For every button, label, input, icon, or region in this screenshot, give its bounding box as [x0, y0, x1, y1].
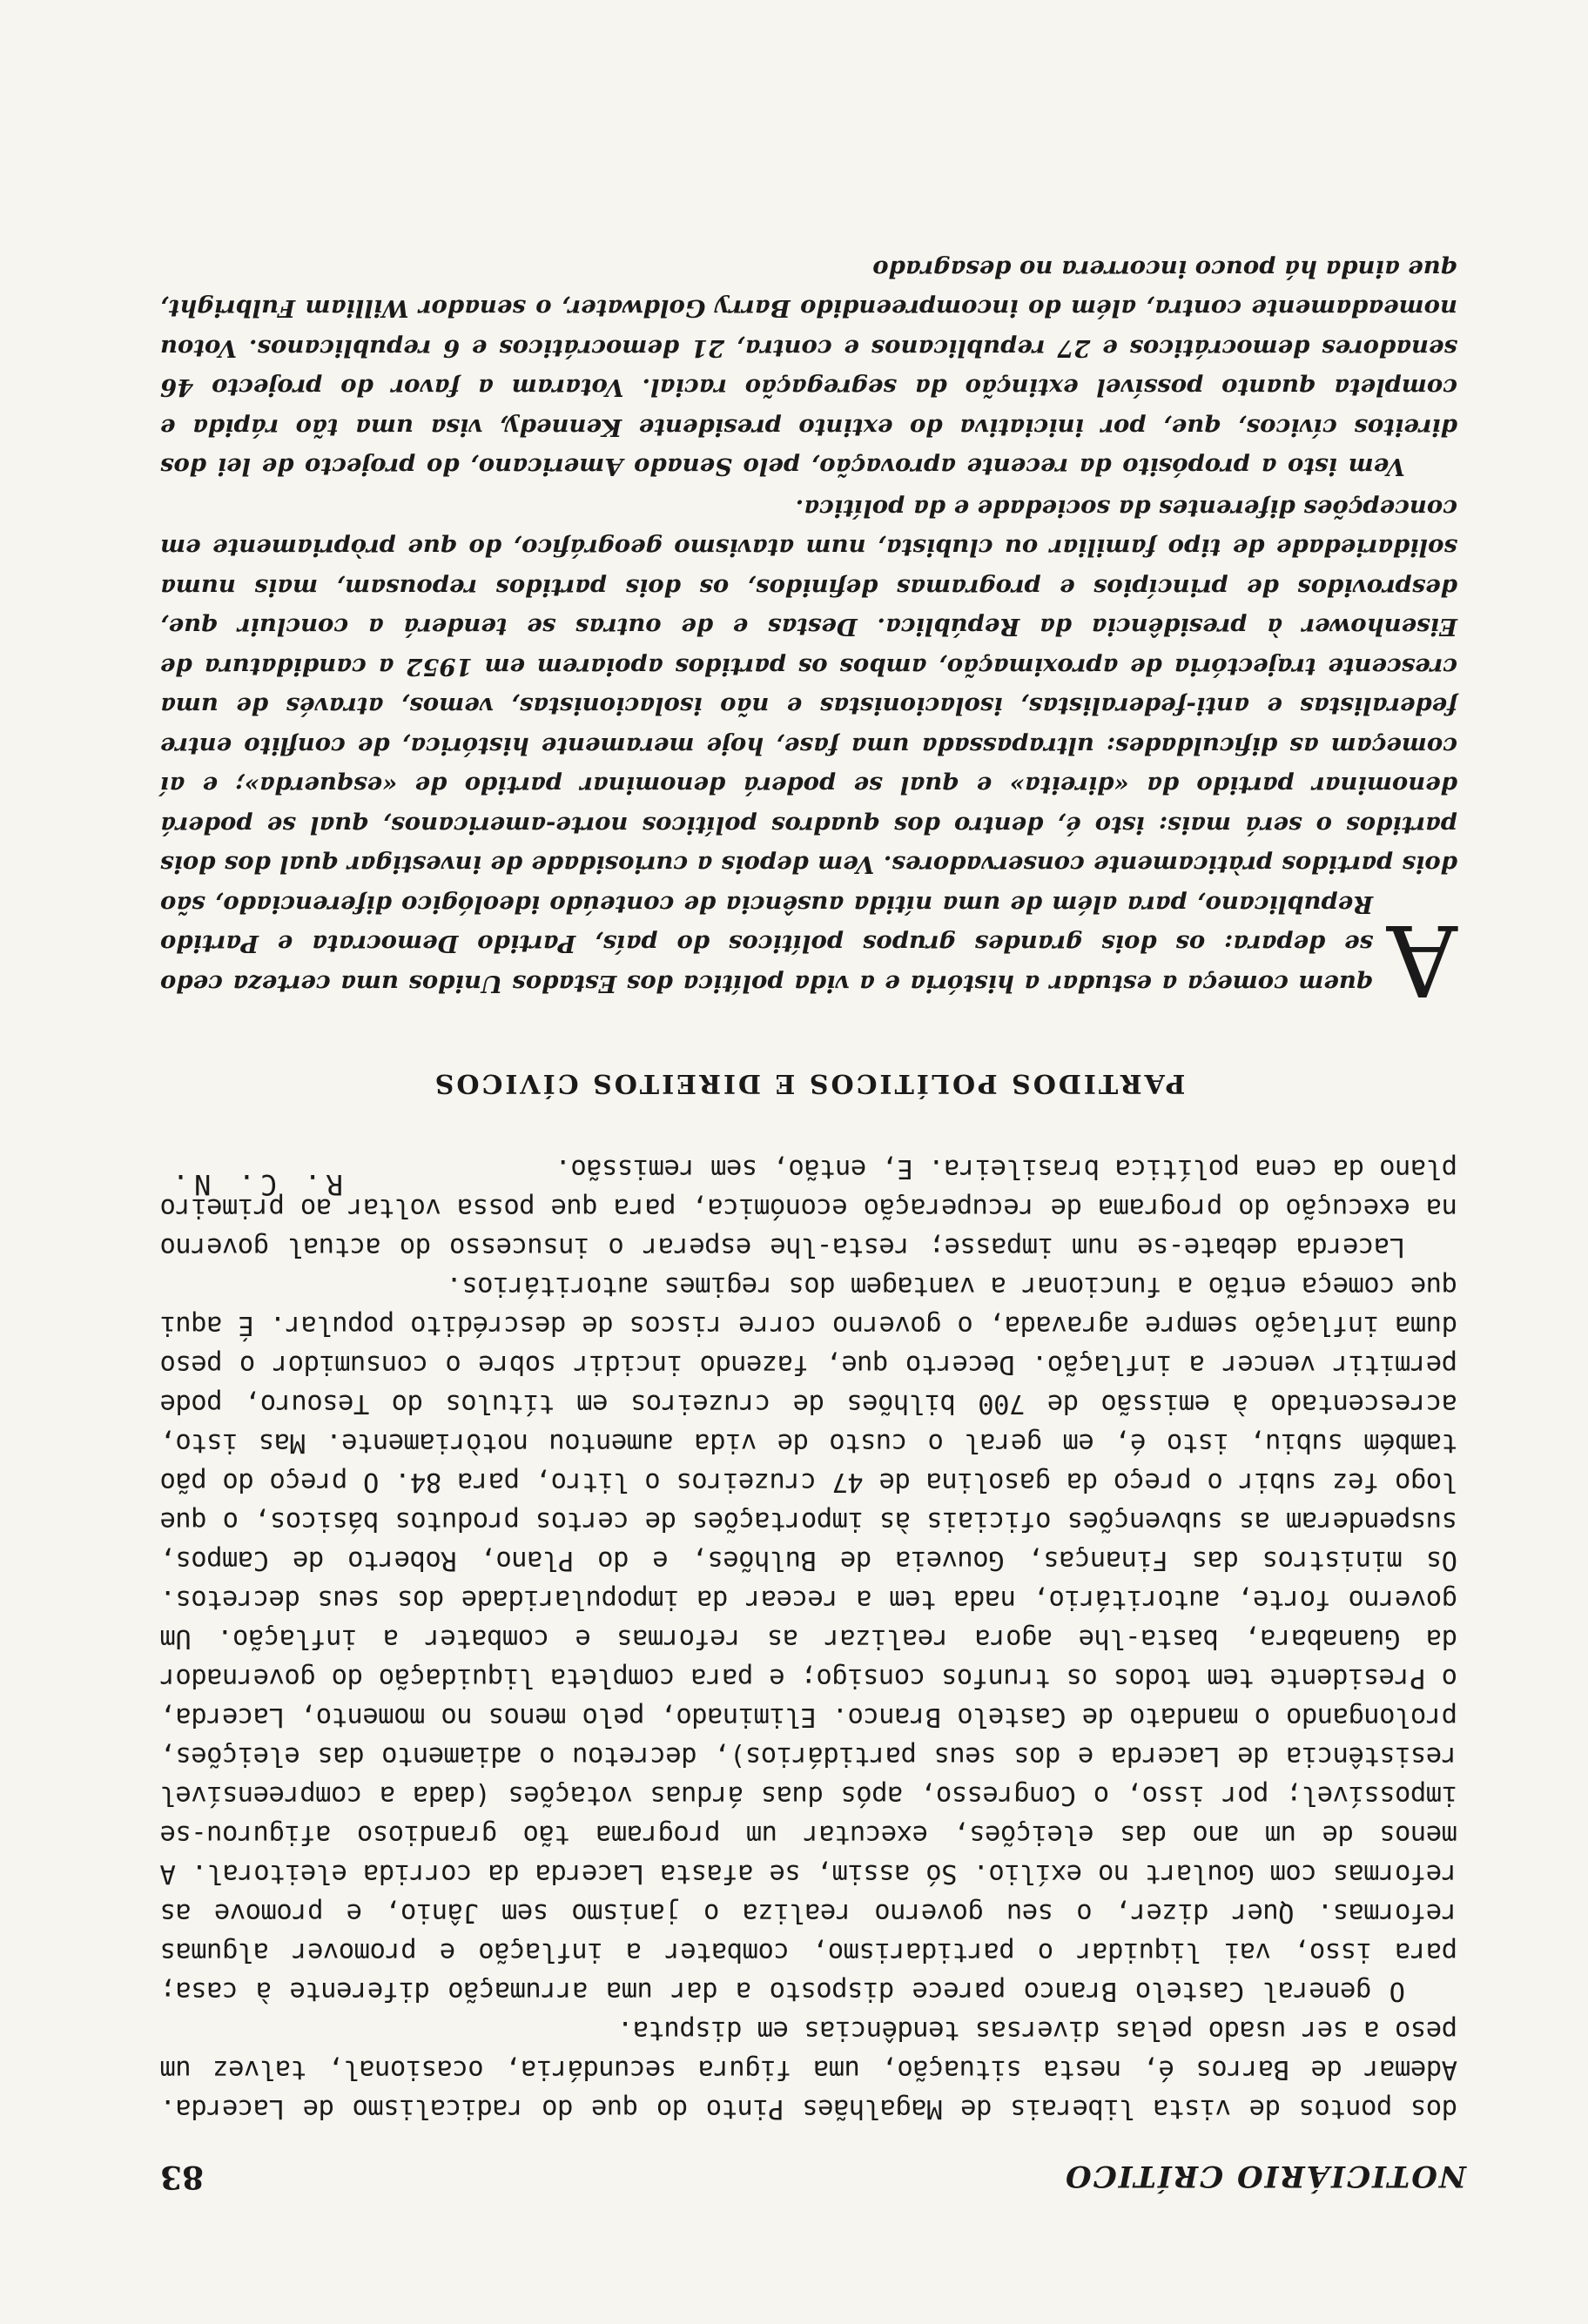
section-body	[160, 249, 1457, 1016]
section-paragraph-1	[160, 488, 1457, 1016]
body-paragraph-2: O general Castelo Branco parece disposto a dar uma arrumação diferente à casa; para isso, vai liquidar o partidarismo, combater a inflação e promover algumas reformas. Quer dizer, o seu governo realiza o janismo sem Jânio, e promove as reformas com Goulart no exílio. Só assim, se afasta Lacerda da corrida eleitoral. A menos de um ano das eleições, executar um programa tão grandioso afigurou-se impossível; por isso, o Congresso, após duas árduas votações (dada a compreensível resistência de Lacerda e dos seus partidários), decretou o adiamento das eleições, prolongando o mandato de Castelo Branco. Eliminado, pelo menos no momento, Lacerda, o Presidente tem todos os trunfos consigo; e para completa liquidação do governador da Guanabara, basta-lhe agora realizar as reformas e combater a inflação. Um governo forte, autoritário, nada tem a recear da impopularidade dos seus decretos. Os ministros das Finanças, Gouveia de Bulhões, e do Plano, Roberto de Campos, suspenderam as subvenções oficiais às importações de certos produtos básicos, o que logo fez subir o preço da gasolina de 47 cruzeiros o litro, para 84. O preço do pão também subiu, isto é, em geral o custo de vida aumentou notòriamente. Mas isto, acrescentado à emissão de 700 bilhões de cruzeiros em títulos do Tesouro, pode permitir vencer a inflação. Decerto que, fazendo incidir sobre o consumidor o peso duma inflação sempre agravada, o governo corre riscos de descrédito popular. É aqui que começa então a funcionar a vantagem dos regimes autoritários.	[160, 1271, 1457, 2006]
drop-cap: A	[1387, 903, 1457, 1016]
section-paragraph-1-text: quem começa a estudar a história e a vida política dos Estados Unidos uma certeza cedo se depara: os dois grandes grupos políticos do país, Partido Democrata e Partido Republicano, para além de uma nítida ausência de conteúdo ideológico diferenciado, são dois partidos pràticamente conservadores. Vem depois a curiosidade de investigar qual dos dois partidos o será mais: isto é, dentro dos quadros políticos norte-americanos, qual se poderá denominar partido da «direita» e qual se poderá denominar partido de «esquerda»; e aí começam as dificuldades: ultrapassada uma fase, hoje meramente histórica, de conflito entre federalistas e anti-federalistas, isolacionistas e não isolacionistas, vemos, através de uma crescente trajectória de aproximação, ambos os partidos apoiarem em 1952 a candidatura de Eisenhower à presidência da República. Destas e de outras se tenderá a concluir que, desprovidos de princípios e programas definidos, os dois partidos repousam, mais numa solidariedade de tipo familiar ou clubista, num atavismo geográfico, do que pròpriamente em concepções diferentes da sociedade e da política.	[160, 494, 1457, 997]
section-title: PARTIDOS POLÍTICOS E DIREITOS CÍVICOS	[432, 1068, 1186, 1098]
body-paragraph-3: Lacerda debate-se num impasse; resta-lhe esperar o insucesso do actual governo na execução do programa de recuperação económica, para que possa voltar ao primeiro plano da cena política brasileira. E, então, sem remissão.	[160, 1153, 1457, 1262]
page-number: 83	[160, 2159, 205, 2195]
running-title: NOTICIÁRIO CRÍTICO	[1064, 2159, 1466, 2193]
author-initials: R. C. N.	[166, 1168, 343, 1201]
section-paragraph-2: Vem isto a propósito da recente aprovação, pelo Senado Americano, do projecto de lei dos direitos cívicos, que, por iniciativa do extinto presidente Kennedy, visa uma tão rápida e completa quanto possível extinção da segregação racial. Votaram a favor do projecto 46 senadores democráticos e 27 republicanos e contra, 21 democráticos e 6 republicanos. Votou nomeadamente contra, além do incompreendido Barry Goldwater, o senador William Fulbright, que ainda há pouco incorrera no desagrado	[160, 255, 1457, 481]
article-body	[160, 1149, 1457, 2128]
page-header	[160, 2159, 1466, 2195]
body-paragraph-1: dos pontos de vista liberais de Magalhães Pinto do que do radicalismo de Lacerda. Ademar de Barros é, nesta situação, uma figura secundária, ocasional, talvez um peso a ser usado pelas diversas tendências em disputa.	[160, 2015, 1457, 2124]
